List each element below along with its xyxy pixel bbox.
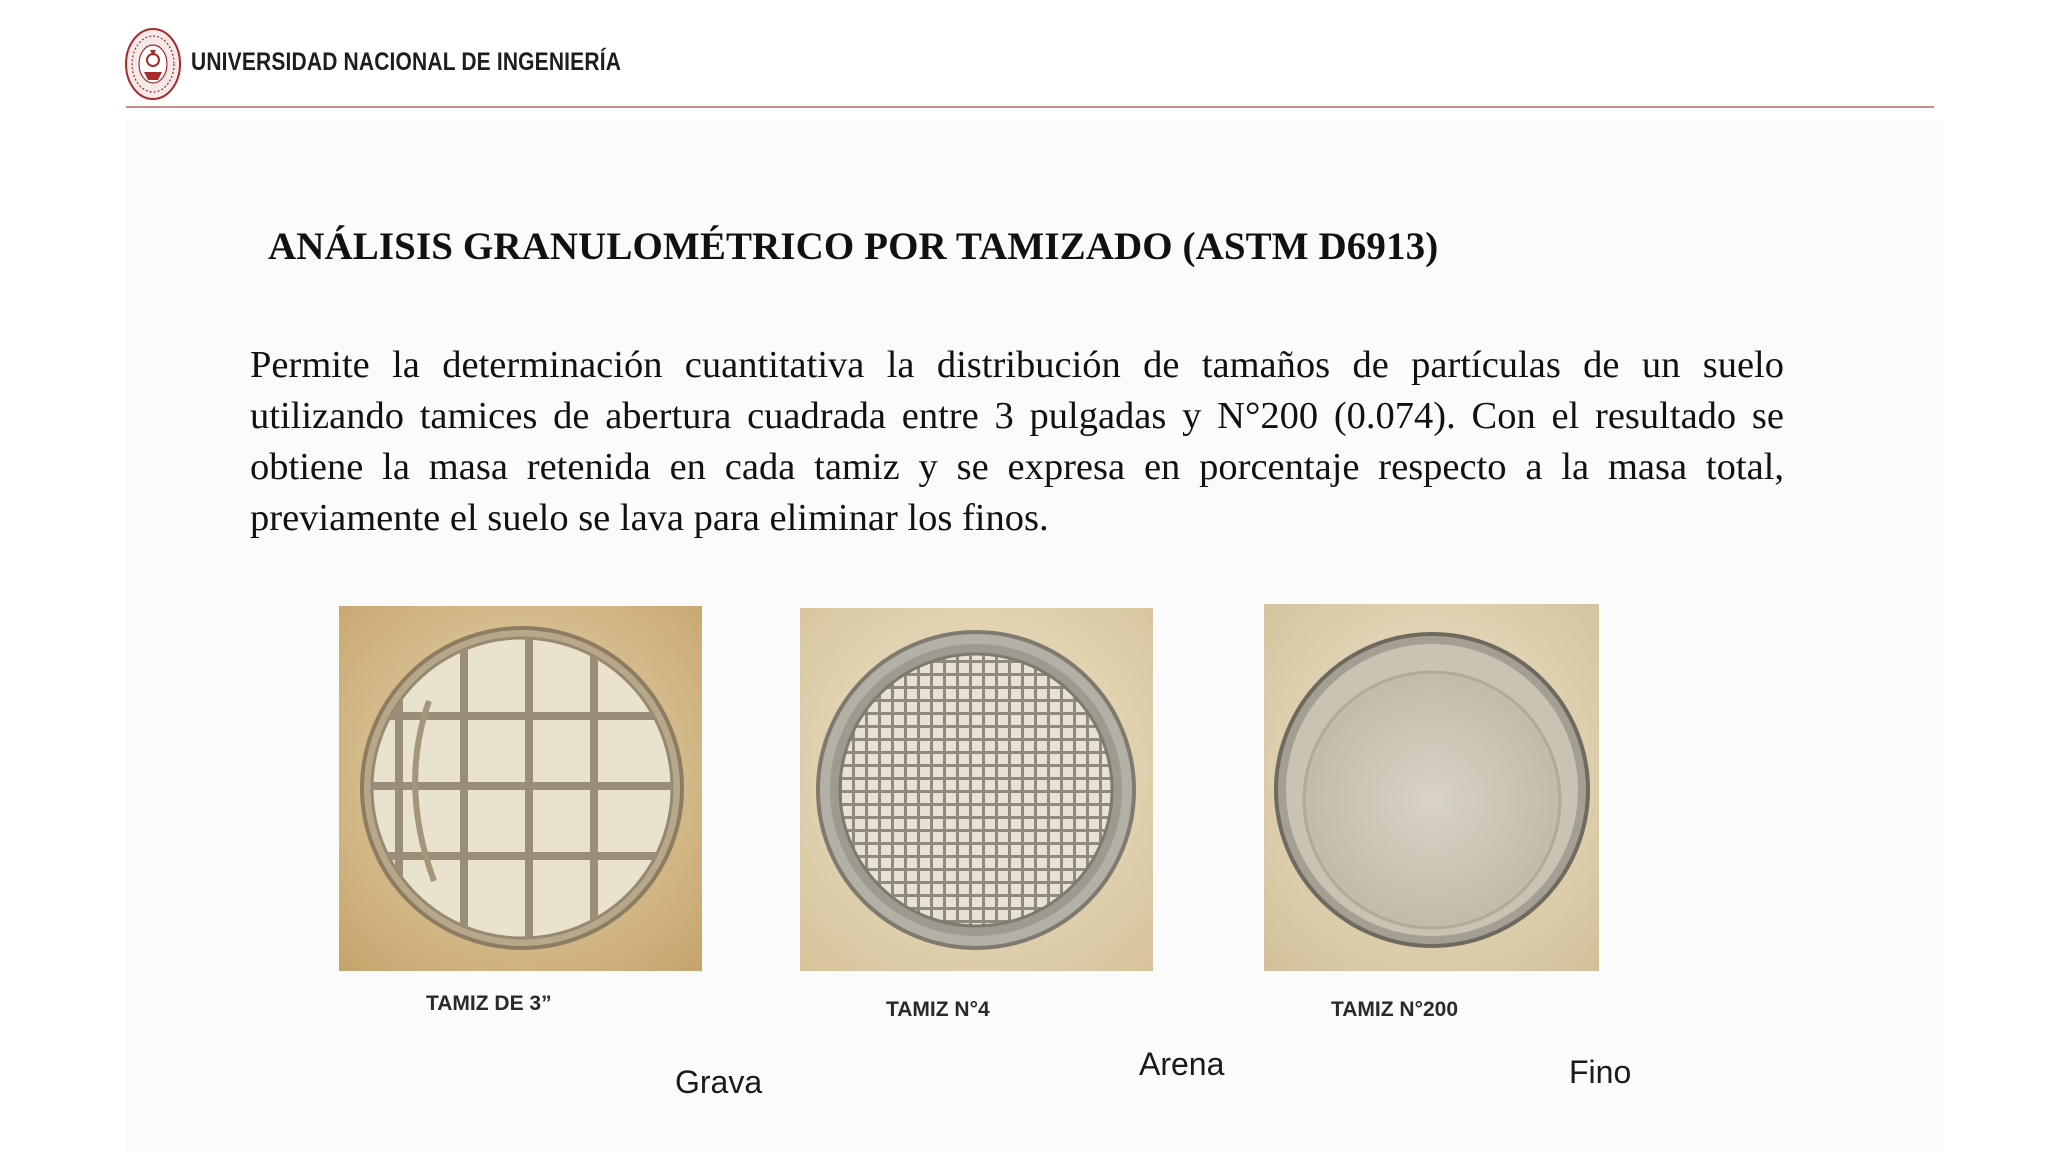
soil-class-grava: Grava xyxy=(675,1064,763,1100)
header-divider xyxy=(126,106,1934,108)
sieve-caption-n200: TAMIZ N°200 xyxy=(1331,998,1459,1021)
institution-name: UNIVERSIDAD NACIONAL DE INGENIERÍA xyxy=(191,48,622,76)
body-paragraph: Permite la determinación cuantitativa la distribución de tamaños de partículas de un suelo utilizando tamices de abertura cuadrada entre 3 pulgadas y N°200 (0.074). Con el resultado se obtiene la masa retenida en cada tamiz y se expresa en porcentaje respecto a la masa total, previamente el suelo se lava para eliminar los finos. xyxy=(250,344,1784,539)
coarse-sieve-photo xyxy=(339,606,702,971)
soil-class-arena: Arena xyxy=(1139,1046,1225,1082)
sieve-caption-n4: TAMIZ N°4 xyxy=(886,998,990,1021)
university-seal-icon xyxy=(124,26,182,102)
slide-title: ANÁLISIS GRANULOMÉTRICO POR TAMIZADO (ASTM D6913) xyxy=(268,225,1439,268)
medium-sieve-photo xyxy=(800,608,1153,971)
sieve-caption-3in: TAMIZ DE 3” xyxy=(426,992,552,1015)
fine-sieve-photo xyxy=(1264,604,1599,971)
soil-class-fino: Fino xyxy=(1569,1054,1632,1090)
